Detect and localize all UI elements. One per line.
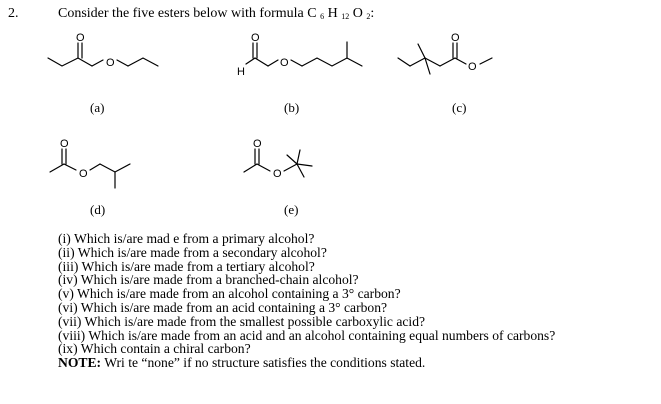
structure-b-skeleton [246, 42, 362, 66]
structure-c-carbonyl-oxygen: O [451, 32, 460, 44]
prompt-suffix: : [370, 6, 375, 21]
structure-b-hydrogen: H [237, 66, 245, 78]
oxygen-subscript: 2 [366, 12, 371, 21]
structure-e-carbonyl-oxygen: O [253, 138, 262, 150]
note-label: NOTE: [58, 355, 102, 371]
question-item-ii: (ii) Which is/are made from a secondary alcohol? [58, 244, 327, 260]
question-list [58, 232, 555, 370]
structure-d-ester-oxygen: O [79, 168, 88, 180]
structure-label-a: (a) [90, 100, 105, 115]
structure-c-ester-oxygen: O [468, 61, 477, 73]
question-item-v: (v) Which is/are made from an alcohol containing a 3° carbon? [58, 286, 401, 302]
hydrogen-symbol: H [327, 6, 338, 21]
prompt-prefix: Consider the five esters below with formula C [58, 6, 317, 21]
question-item-i: (i) Which is/are mad e from a primary alcohol? [58, 231, 315, 246]
structure-b-carbonyl-oxygen: O [251, 32, 260, 44]
oxygen-symbol: O [352, 6, 363, 21]
question-item-iv: (iv) Which is/are made from a branched-chain alcohol? [58, 272, 359, 288]
question-item-viii: (viii) Which is/are made from an acid and an alcohol containing equal numbers of carbons? [58, 327, 556, 343]
question-item-iii: (iii) Which is/are made from a tertiary alcohol? [58, 258, 315, 274]
structure-d-skeleton [50, 149, 130, 188]
structure-b-ester-oxygen: O [280, 57, 289, 69]
structure-a-ester-oxygen: O [106, 57, 115, 69]
structure-a-carbonyl-oxygen: O [76, 32, 85, 44]
structure-label-c: (c) [452, 100, 467, 115]
question-item-vii: (vii) Which is/are made from the smallest possible carboxylic acid? [58, 313, 426, 329]
carbon-subscript: 6 [320, 12, 325, 21]
structure-a-skeleton [48, 43, 158, 66]
structure-d-carbonyl-oxygen: O [60, 138, 69, 150]
note-text: Wri te “none” if no structure satisfies the conditions stated. [101, 355, 426, 371]
structure-label-d: (d) [90, 202, 106, 217]
structure-label-b: (b) [284, 100, 300, 115]
question-item-ix: (ix) Which contain a chiral carbon? [58, 341, 251, 357]
question-number: 2. [8, 6, 19, 21]
note-line [58, 356, 555, 370]
structure-e-ester-oxygen: O [273, 168, 282, 180]
hydrogen-subscript: 12 [341, 12, 350, 21]
structure-c-skeleton [398, 43, 492, 74]
question-item-vi: (vi) Which is/are made from an acid containing a 3° carbon? [58, 299, 388, 315]
structure-label-e: (e) [284, 202, 299, 217]
